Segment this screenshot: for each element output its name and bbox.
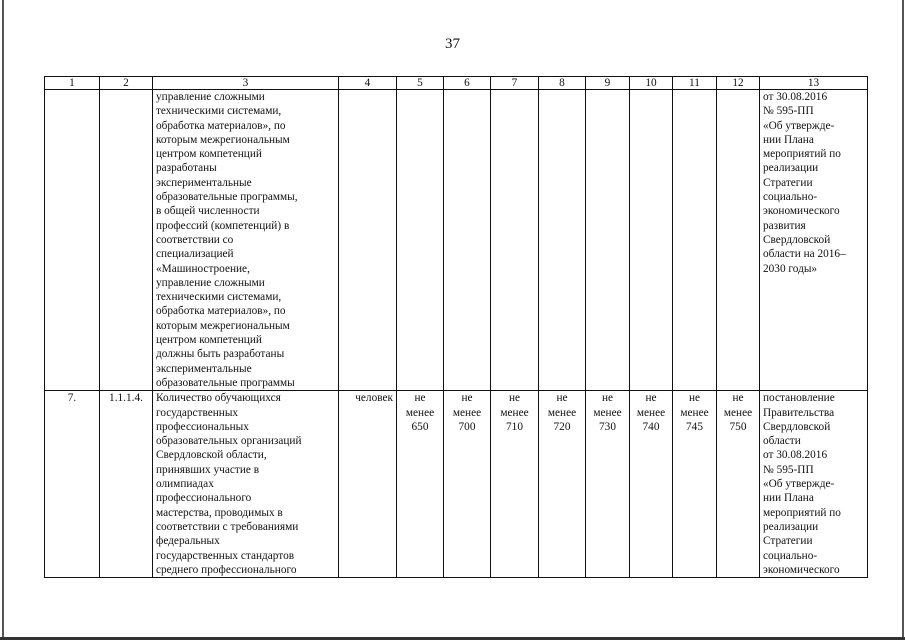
target-cell [397, 391, 444, 578]
row-number-cell: 7. [45, 391, 100, 578]
indicator-text-line: профессионального [156, 492, 252, 505]
source-text-line: развития [763, 219, 806, 232]
target-prefix: менее [500, 406, 529, 419]
target-cell [673, 391, 717, 578]
target-prefix: менее [593, 406, 622, 419]
column-header: 1 [45, 77, 100, 90]
source-text-line: «Об утвержде- [763, 119, 835, 132]
indicator-text-line: техническими системами, [156, 105, 282, 118]
unit-cell: человек [339, 391, 397, 578]
target-value: 745 [686, 420, 703, 433]
column-header: 11 [673, 77, 717, 90]
source-text-line: нии Плана [763, 133, 814, 146]
target-prefix: менее [636, 406, 666, 419]
scan-border-left [2, 0, 4, 640]
column-header: 2 [100, 77, 153, 90]
target-cell [586, 90, 630, 391]
indicator-text-line: образовательных организаций [156, 435, 302, 448]
target-prefix: не [688, 392, 701, 405]
indicator-text-line: олимпиадах [156, 478, 214, 491]
target-prefix: менее [723, 406, 753, 419]
indicator-text-line: в общей численности [156, 205, 260, 218]
target-cell [444, 90, 491, 391]
column-header: 5 [397, 77, 444, 90]
indicator-text-line: федеральных [156, 535, 220, 548]
indicator-text-line: экспериментальные [156, 362, 252, 375]
target-cell [539, 90, 586, 391]
column-header: 13 [760, 77, 868, 90]
indicator-text-line: образовательные программы [156, 376, 295, 389]
target-cell [717, 391, 760, 578]
target-value: 710 [506, 420, 523, 433]
column-header: 7 [491, 77, 539, 90]
target-prefix: не [461, 392, 473, 405]
source-text-line: постановление [763, 392, 835, 405]
indicator-text-line: обработка материалов», по [156, 119, 286, 132]
header-row [45, 77, 868, 90]
source-text-line: экономического [763, 563, 840, 576]
source-text-line: от 30.08.2016 [763, 91, 828, 103]
source-text-line: Стратегии [763, 176, 813, 189]
source-text-line: Стратегии [763, 535, 813, 548]
target-value: 740 [642, 420, 660, 433]
target-prefix: не [414, 392, 426, 405]
table-row-continuation [45, 90, 868, 391]
target-value: 750 [729, 420, 747, 433]
indicator-name-cell [153, 391, 339, 578]
source-text-line: мероприятий по [763, 148, 841, 161]
table-row-7 [45, 391, 868, 578]
indicator-text-line: управление сложными [156, 91, 265, 103]
source-text-line: экономического [763, 205, 840, 218]
indicator-text-line: обработка материалов», по [156, 305, 286, 318]
target-prefix: не [508, 392, 521, 405]
indicators-table [44, 76, 868, 578]
source-text-line: области на 2016– [763, 248, 846, 261]
indicator-text-line: среднего профессионального [156, 563, 297, 576]
page-number: 37 [445, 36, 460, 52]
row-code-cell [100, 90, 153, 391]
source-cell [760, 391, 868, 578]
source-text-line: № 595-ПП [763, 105, 814, 118]
source-text-line: Правительства [763, 406, 835, 419]
indicator-text-line: которым межрегиональным [156, 319, 290, 332]
indicator-text-line: профессиональных [156, 420, 249, 433]
target-value: 730 [599, 420, 616, 433]
indicator-text-line: техническими системами, [156, 291, 282, 304]
source-text-line: реализации [763, 520, 819, 533]
target-cell [717, 90, 760, 391]
indicator-text-line: которым межрегиональным [156, 133, 290, 146]
indicator-text-line: должны быть разработаны [156, 348, 285, 361]
source-text-line: Свердловской [763, 233, 831, 246]
source-text-line: нии Плана [763, 492, 814, 505]
source-text-line: области [763, 435, 801, 448]
target-value: 700 [458, 420, 476, 433]
target-cell [673, 90, 717, 391]
source-text-line: «Об утвержде- [763, 478, 835, 491]
indicator-text-line: государственных [156, 406, 239, 419]
target-cell [491, 90, 539, 391]
target-cell [539, 391, 586, 578]
row-number-cell [45, 90, 100, 391]
indicator-text-line: центром компетенций [156, 334, 262, 347]
indicator-name-cell [153, 90, 339, 391]
scan-border-right [902, 0, 904, 640]
target-cell [630, 391, 673, 578]
source-text-line: реализации [763, 162, 819, 175]
target-cell [586, 391, 630, 578]
indicator-text-line: образовательные программы, [156, 191, 298, 204]
target-prefix: не [732, 392, 744, 405]
source-text-line: № 595-ПП [763, 463, 814, 476]
indicator-text-line: экспериментальные [156, 176, 252, 189]
target-prefix: не [645, 392, 657, 405]
target-cell [491, 391, 539, 578]
indicator-text-line: разработаны [156, 162, 217, 175]
source-text-line: социально- [763, 191, 818, 204]
indicator-text-line: принявших участие в [156, 463, 260, 476]
column-header: 10 [630, 77, 673, 90]
indicator-text-line: Свердловской области, [156, 449, 267, 462]
column-header: 4 [339, 77, 397, 90]
target-prefix: менее [405, 406, 435, 419]
target-cell [397, 90, 444, 391]
target-cell [630, 90, 673, 391]
target-prefix: менее [680, 406, 709, 419]
target-cell [444, 391, 491, 578]
indicator-text-line: Количество обучающихся [156, 392, 281, 405]
target-prefix: менее [547, 406, 577, 419]
source-text-line: 2030 годы» [763, 262, 818, 275]
column-header: 6 [444, 77, 491, 90]
target-prefix: не [601, 392, 614, 405]
column-header: 3 [153, 77, 339, 90]
indicator-text-line: специализацией [156, 248, 234, 261]
target-prefix: не [556, 392, 568, 405]
column-header: 8 [539, 77, 586, 90]
source-text-line: Свердловской [763, 420, 831, 433]
target-prefix: менее [452, 406, 482, 419]
indicator-text-line: центром компетенций [156, 148, 262, 161]
source-text-line: от 30.08.2016 [763, 449, 828, 462]
source-text-line: социально- [763, 549, 818, 562]
indicator-text-line: мастерства, проводимых в [156, 506, 283, 519]
row-code-cell: 1.1.1.4. [100, 391, 153, 578]
indicator-text-line: государственных стандартов [156, 549, 295, 562]
indicator-text-line: профессий (компетенций) в [156, 219, 290, 232]
unit-cell [339, 90, 397, 391]
target-value: 650 [411, 420, 429, 433]
column-header: 9 [586, 77, 630, 90]
indicator-text-line: «Машиностроение, [156, 262, 250, 275]
source-cell [760, 90, 868, 391]
indicator-text-line: соответствии со [156, 233, 234, 246]
indicator-text-line: управление сложными [156, 276, 265, 289]
column-header: 12 [717, 77, 760, 90]
indicator-text-line: соответствии с требованиями [156, 520, 299, 533]
target-value: 720 [553, 420, 571, 433]
source-text-line: мероприятий по [763, 506, 841, 519]
